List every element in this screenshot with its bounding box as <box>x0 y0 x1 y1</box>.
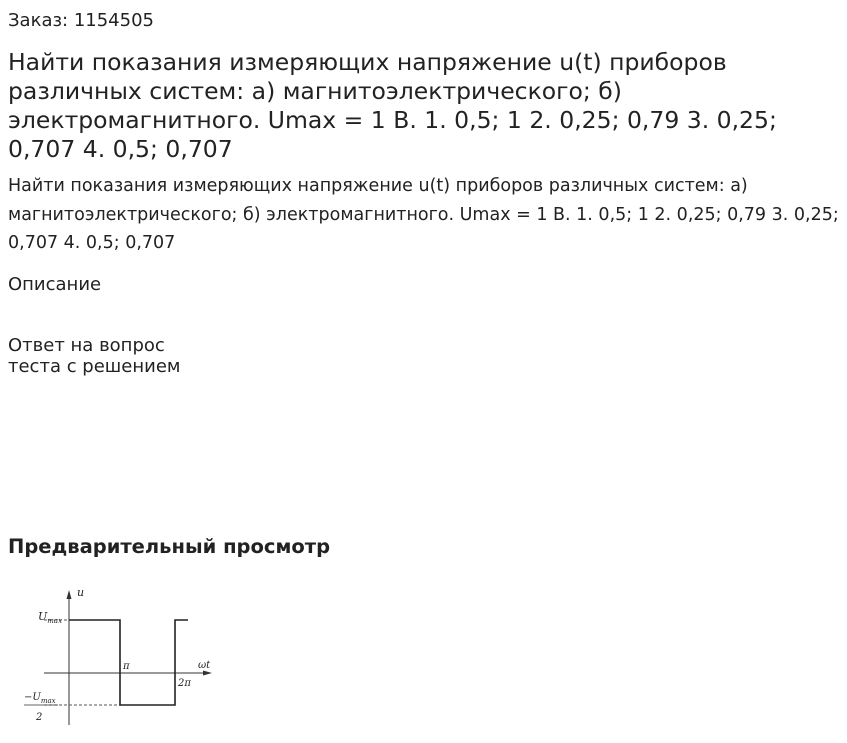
neg-level-numerator <box>24 692 56 705</box>
answer-note-line-1: Ответ на вопрос <box>8 335 165 356</box>
waveform-graph <box>16 580 226 730</box>
x-axis-arrow-icon <box>203 671 212 676</box>
y-axis-arrow-icon <box>67 590 72 599</box>
page-title: Найти показания измеряющих напряжение u(t) приборов различных систем: а) магнитоэлектрического; б) электромагнитного. Umax = 1 В. 1. 0,5; 1 2. 0,25; 0,79 3. 0,25; 0,707 4. 0,5; 0,707 <box>8 48 777 163</box>
task-description: Найти показания измеряющих напряжение u(t) приборов различных систем: а) магнитоэлектрического; б) электромагнитного. Umax = 1 В. 1. 0,5; 1 2. 0,25; 0,79 3. 0,25; 0,707 4. 0,5; 0,707 <box>8 176 839 253</box>
y-axis-label: u <box>77 586 85 599</box>
umax-label-main: U <box>38 610 48 623</box>
umax-label <box>38 610 62 625</box>
neg-level-main: −U <box>24 692 41 703</box>
preview-heading: Предварительный просмотр <box>8 535 331 558</box>
neg-level-sub: max <box>40 697 56 705</box>
answer-note-line-2: теста с решением <box>8 355 181 377</box>
x-axis-label: ωt <box>198 660 211 671</box>
neg-level-denominator: 2 <box>36 712 43 723</box>
preview-image <box>16 580 226 730</box>
two-pi-label: 2π <box>178 678 191 689</box>
order-number: Заказ: 1154505 <box>8 10 154 31</box>
umax-label-sub: max <box>47 617 63 625</box>
pi-label: π <box>123 661 130 672</box>
description-heading: Описание <box>8 274 102 295</box>
answer-note <box>8 336 308 377</box>
